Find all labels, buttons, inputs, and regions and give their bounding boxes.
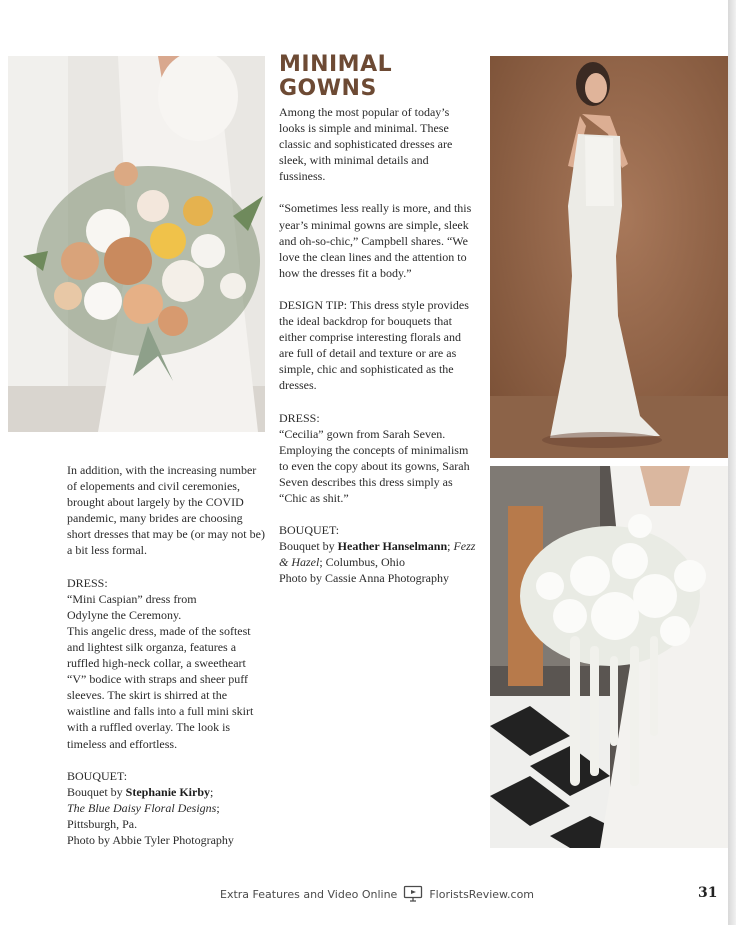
photo-credit: Photo by Cassie Anna Photography	[279, 571, 449, 586]
page-footer	[220, 882, 534, 906]
page-edge-shadow	[728, 0, 736, 925]
left-bouquet-credit	[67, 768, 265, 848]
left-dress-credit	[67, 575, 265, 752]
bouquet-location: ; Columbus, Ohio	[319, 555, 406, 570]
white-cascade-bouquet-photo	[490, 466, 730, 848]
designer-sep: ;	[210, 784, 214, 799]
photo-credit: Photo by Abbie Tyler Photography	[67, 832, 234, 847]
quote-paragraph: “Sometimes less really is more, and this year’s minimal gowns are simple, sleek and oh-so-chic,” Campbell shares. “We love the clean lines and the attention to how the dresses fit a body.”	[279, 201, 472, 280]
bouquet-label: BOUQUET:	[67, 768, 128, 783]
designer-name: Heather Hanselmann	[337, 539, 448, 554]
right-bouquet-credit	[279, 522, 476, 586]
monitor-icon	[403, 885, 423, 903]
left-intro-paragraph: In addition, with the increasing number of elopements and civil ceremonies, brought about largely by the COVID pandemic, many brides are choosing short dresses that may be (or may not be) a bit less formal.	[67, 463, 265, 558]
center-column	[279, 104, 476, 586]
dress-name-line: “Mini Caspian” dress from	[67, 591, 197, 606]
bouquet-location: Pittsburgh, Pa.	[67, 816, 138, 831]
bouquet-label: BOUQUET:	[279, 523, 340, 538]
pastel-bouquet-photo	[8, 56, 265, 432]
footer-site-link[interactable]: FloristsReview.com	[429, 887, 535, 901]
designer-sep: ;	[447, 539, 451, 554]
minimal-gown-photo	[490, 56, 730, 458]
dress-text: “Cecilia” gown from Sarah Seven. Employing the concepts of minimalism to even the copy about its gowns, Sarah Seven describes this dress simply as “Chic as shit.”	[279, 426, 470, 505]
right-dress-credit	[279, 410, 476, 507]
shop-name: Fezz & Hazel	[279, 539, 476, 570]
title-line-2: GOWNS	[279, 76, 377, 101]
page-number: 31	[698, 885, 718, 901]
designer-name: Stephanie Kirby	[125, 784, 211, 799]
dress-label: DRESS:	[67, 575, 108, 590]
bouquet-prefix: Bouquet by	[67, 784, 126, 799]
bouquet-prefix: Bouquet by	[279, 539, 338, 554]
shop-sep: ;	[216, 800, 220, 815]
intro-paragraph: Among the most popular of today’s looks is simple and minimal. These classic and sophisticated dresses are sleek, with minimal details and fussiness.	[279, 105, 453, 184]
dress-designer-line: Odylyne the Ceremony.	[67, 607, 182, 622]
section-title	[279, 53, 479, 101]
dress-text: This angelic dress, made of the softest and lightest silk organza, features a ruffled high-neck collar, a sweetheart “V” bodice with straps and sheer puff sleeves. The skirt is shirred at the waistline and falls into a full mini skirt with a ruffled overlay. The look is timeless and effortless.	[67, 623, 254, 751]
footer-text: Extra Features and Video Online	[220, 887, 398, 901]
dress-label: DRESS:	[279, 410, 320, 425]
design-tip-paragraph: DESIGN TIP: This dress style provides the ideal backdrop for bouquets that either comprise interesting florals and are full of detail and texture or are as simple, chic and sophisticated as the dresses.	[279, 297, 469, 393]
title-line-1: MINIMAL	[279, 52, 393, 77]
shop-name: The Blue Daisy Floral Designs	[67, 800, 217, 815]
left-column	[67, 462, 265, 848]
